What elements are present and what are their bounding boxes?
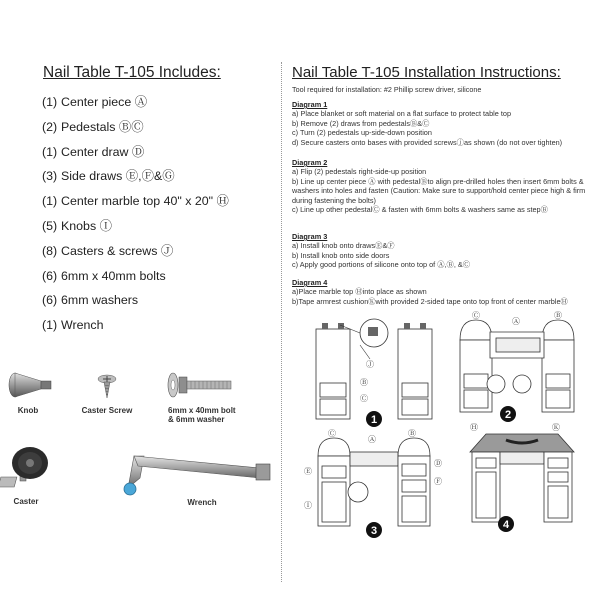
- diagram-2-heading: Diagram 2: [292, 158, 328, 167]
- figure-number-1: 1: [370, 414, 378, 426]
- callout-h: Ⓗ: [470, 423, 478, 432]
- callout-c: Ⓒ: [472, 311, 480, 320]
- list-item: (5) Knobs Ⓘ: [42, 218, 112, 233]
- list-item: (1) Center piece Ⓐ: [42, 95, 148, 109]
- bolt-label-line1: 6mm x 40mm bolt: [168, 406, 236, 415]
- diagram-1-heading: Diagram 1: [292, 100, 328, 109]
- step: a) Place blanket or soft material on a flat surface to protect table top: [292, 109, 512, 119]
- diagram-3-section: [292, 232, 598, 270]
- callout-b: Ⓑ: [554, 311, 562, 320]
- diagram-2-figure: [456, 312, 578, 424]
- list-item: (6) 6mm washers: [42, 293, 139, 308]
- list-item: (1) Wrench: [42, 318, 104, 333]
- step: b) Line up center piece Ⓐ with pedestalⒷto align pre-drilled holes then insert 6mm bolts & washers into holes and fasten (Caution: Make sure to support/hold center piece high & firm during fastening the bolts): [292, 176, 586, 205]
- figure-number-4: 4: [502, 519, 510, 531]
- callout-a: Ⓐ: [512, 317, 520, 326]
- diagram-4-heading: Diagram 4: [292, 278, 328, 287]
- callout-b: Ⓑ: [360, 378, 368, 387]
- callout-c: Ⓒ: [328, 429, 336, 438]
- caster-screw-label: Caster Screw: [81, 406, 133, 415]
- diagram-3-figure: [304, 430, 444, 542]
- callout-d: Ⓓ: [434, 459, 442, 468]
- step: a)Place marble top Ⓗinto place as shown: [292, 287, 427, 297]
- callout-b: Ⓑ: [408, 429, 416, 438]
- step: c) Turn (2) pedestals up-side-down position: [292, 128, 432, 138]
- wrench-image: [118, 448, 278, 498]
- callout-k: Ⓚ: [552, 423, 560, 432]
- callout-j: Ⓙ: [366, 360, 374, 369]
- figure-number-2: 2: [504, 409, 512, 421]
- step: b)Tape armrest cushionⓀwith provided 2-sided tape onto top front of center marbleⒽ: [292, 296, 568, 306]
- caster-image: [6, 443, 52, 491]
- step: c) Line up other pedestalⒸ & fasten with 6mm bolts & washers same as stepⒷ: [292, 205, 548, 215]
- step: a) Flip (2) pedestals right-side-up position: [292, 167, 427, 177]
- step: d) Secure casters onto bases with provided screwsⓙas shown (do not over tighten): [292, 137, 563, 147]
- list-item: (6) 6mm x 40mm bolts: [42, 268, 166, 283]
- diagram-1-figure: [310, 315, 440, 427]
- list-item: (3) Side draws Ⓔ,Ⓕ&Ⓖ: [42, 169, 175, 184]
- includes-title: Nail Table T-105 Includes:: [43, 64, 221, 81]
- bolt-washer-image: [163, 370, 235, 400]
- includes-panel: [0, 0, 280, 600]
- diagram-3-heading: Diagram 3: [292, 232, 328, 241]
- callout-e: Ⓔ: [304, 467, 312, 476]
- column-divider: [281, 62, 282, 582]
- list-item: (8) Casters & screws Ⓙ: [42, 243, 174, 258]
- figure-number-3: 3: [370, 525, 378, 537]
- step: a) Install knob onto drawsⒺ&Ⓕ: [292, 241, 395, 251]
- instructions-title: Nail Table T-105 Installation Instructions:: [292, 64, 561, 81]
- list-item: (2) Pedestals ⒷⒸ: [42, 119, 144, 134]
- diagram-2-section: [292, 158, 598, 214]
- callout-c: Ⓒ: [360, 394, 368, 403]
- diagram-4-section: [292, 278, 598, 306]
- list-item: (1) Center marble top 40" x 20" Ⓗ: [42, 194, 229, 209]
- instructions-panel: [288, 0, 598, 600]
- includes-list: [42, 94, 229, 342]
- knob-image: [5, 370, 55, 400]
- diagram-1-section: [292, 100, 598, 147]
- bolt-label-line2: & 6mm washer: [168, 415, 225, 424]
- caster-label: Caster: [13, 497, 39, 506]
- step: c) Apply good portions of silicone onto top of Ⓐ,Ⓑ, &Ⓒ: [292, 260, 471, 270]
- callout-f: Ⓕ: [434, 477, 442, 486]
- callout-i: Ⓘ: [304, 501, 312, 510]
- list-item: (1) Center draw Ⓓ: [42, 144, 145, 159]
- callout-a: Ⓐ: [368, 435, 376, 444]
- knob-label: Knob: [17, 406, 39, 415]
- step: b) Remove (2) draws from pedestalsⒷ&Ⓒ: [292, 118, 430, 128]
- caster-screw-image: [96, 374, 118, 400]
- wrench-label: Wrench: [187, 498, 217, 507]
- diagram-4-figure: [466, 422, 578, 536]
- step: b) Install knob onto side doors: [292, 250, 390, 260]
- tools-required: Tool required for installation: #2 Phillip screw driver, silicone: [292, 85, 482, 94]
